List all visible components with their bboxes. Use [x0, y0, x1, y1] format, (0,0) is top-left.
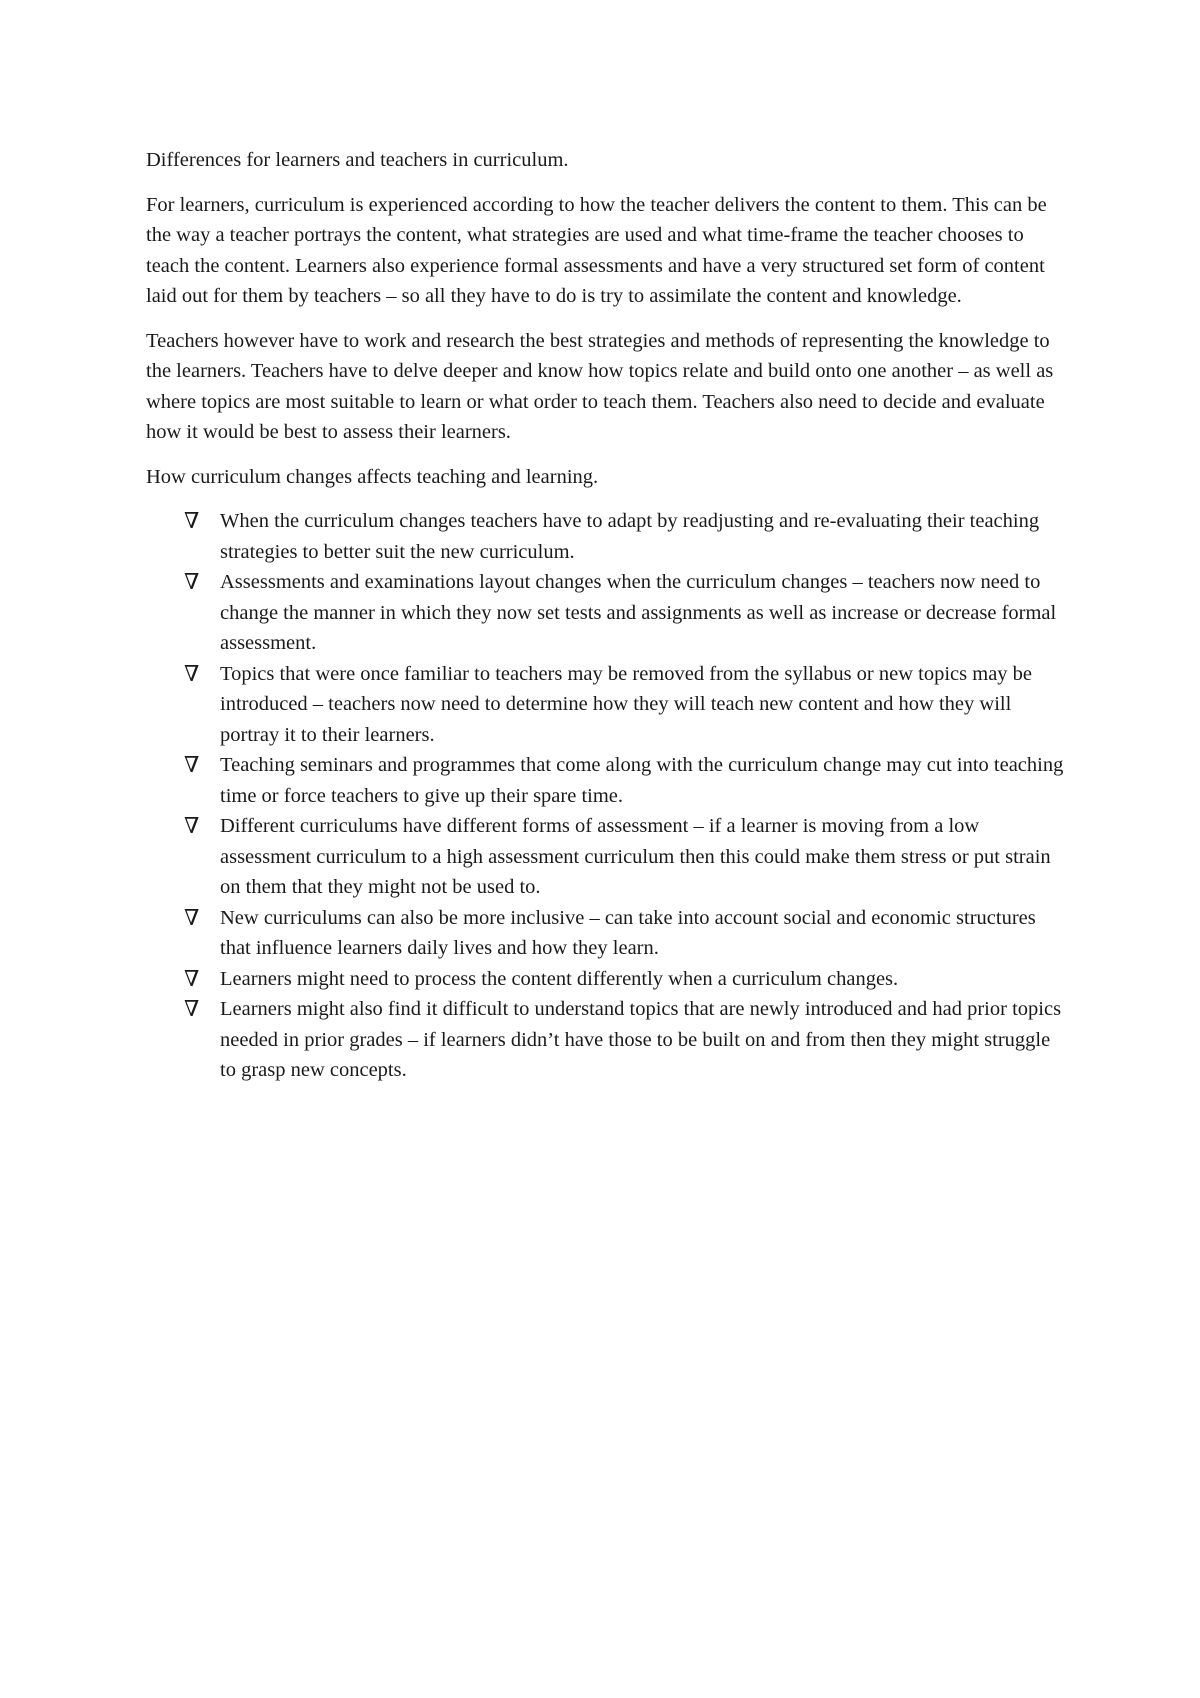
list-item: [184, 506, 1066, 567]
paragraph-teachers: Teachers however have to work and research the best strategies and methods of representing the knowledge to the learners. Teachers have to delve deeper and know how topics relate and build onto one another – as well as where topics are most suitable to learn or what order to teach them. Teachers also need to decide and evaluate how it would be best to assess their learners.: [146, 329, 1054, 443]
nabla-bullet-icon: ∇: [184, 996, 200, 1021]
list-item-text: Assessments and examinations layout changes when the curriculum changes – teachers now need to change the manner in which they now set tests and assignments as well as increase or decrease formal assessment.: [220, 571, 1057, 654]
nabla-bullet-icon: ∇: [184, 904, 200, 930]
section-heading-differences: Differences for learners and teachers in curriculum.: [146, 149, 569, 171]
list-item: [184, 903, 1066, 964]
document-page: [146, 145, 1066, 1086]
list-item-text: Learners might need to process the content differently when a curriculum changes.: [220, 967, 899, 990]
list-item-text: Different curriculums have different forms of assessment – if a learner is moving from a low assessment curriculum to a high assessment curriculum then this could make them stress or put strain on them that they might not be used to.: [220, 815, 1051, 898]
list-item-text: When the curriculum changes teachers have to adapt by readjusting and re-evaluating their teaching strategies to better suit the new curriculum.: [220, 510, 1040, 563]
nabla-bullet-icon: ∇: [184, 813, 200, 838]
list-item-text: Teaching seminars and programmes that come along with the curriculum change may cut into teaching time or force teachers to give up their spare time.: [220, 754, 1064, 807]
nabla-bullet-icon: ∇: [184, 508, 200, 533]
list-item-text: Topics that were once familiar to teachers may be removed from the syllabus or new topics may be introduced – teachers now need to determine how they will teach new content and how they will portray it to their learners.: [220, 662, 1033, 746]
nabla-bullet-icon: ∇: [184, 752, 200, 777]
nabla-bullet-icon: ∇: [184, 660, 200, 686]
list-item-text: New curriculums can also be more inclusive – can take into account social and economic structures that influence learners daily lives and how they learn.: [220, 906, 1036, 959]
nabla-bullet-icon: ∇: [184, 965, 200, 991]
bullet-list: [146, 506, 1066, 1086]
list-item: [184, 567, 1066, 659]
section-heading-changes: How curriculum changes affects teaching and learning.: [146, 465, 599, 488]
list-item: [184, 750, 1066, 811]
list-item: [184, 994, 1066, 1086]
list-item: [184, 659, 1066, 751]
list-item-text: Learners might also find it difficult to understand topics that are newly introduced and had prior topics needed in prior grades – if learners didn’t have those to be built on and from then they might struggle to grasp new concepts.: [220, 998, 1062, 1081]
paragraph-learners: For learners, curriculum is experienced according to how the teacher delivers the content to them. This can be the way a teacher portrays the content, what strategies are used and what time-frame the teacher chooses to teach the content. Learners also experience formal assessments and have a very structured set form of content laid out for them by teachers – so all they have to do is try to assimilate the content and knowledge.: [146, 193, 1047, 307]
list-item: [184, 964, 1066, 995]
list-item: [184, 811, 1066, 903]
nabla-bullet-icon: ∇: [184, 569, 200, 594]
